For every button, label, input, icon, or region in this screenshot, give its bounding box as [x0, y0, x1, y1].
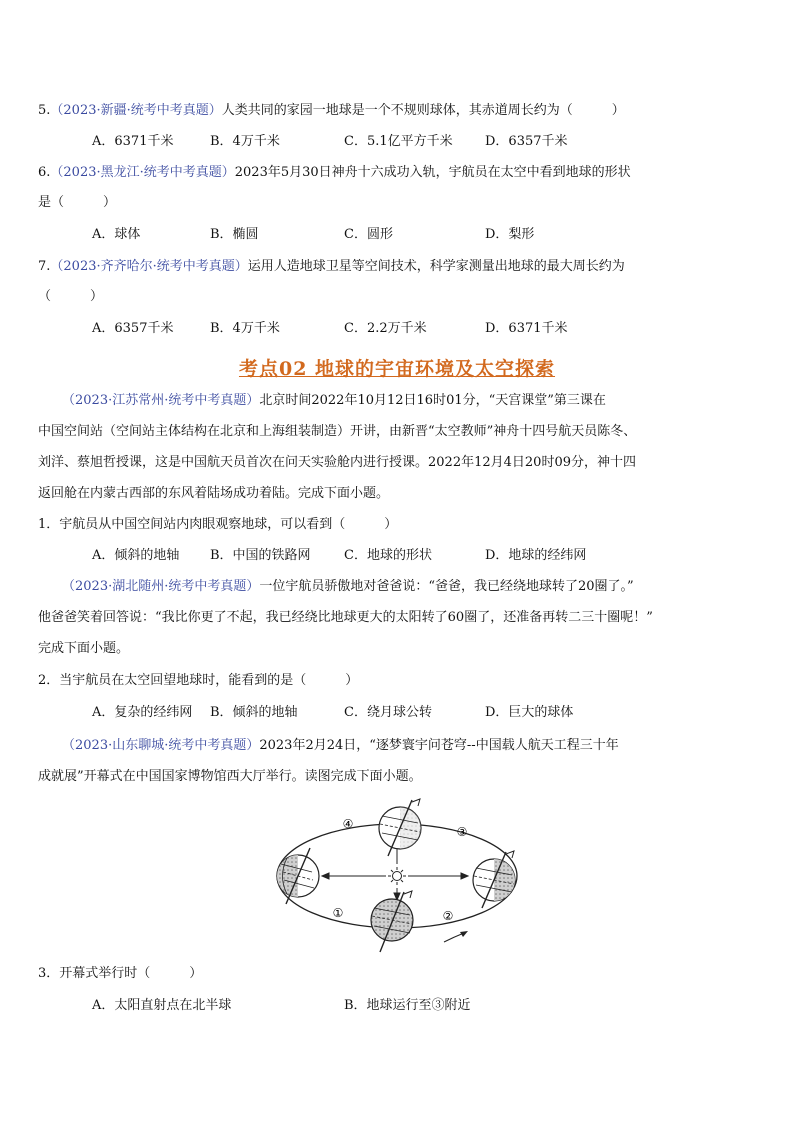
q1-text: 宇航员从中国空间站内肉眼观察地球，可以看到（ ） [59, 517, 398, 532]
label-position-2: ② [442, 909, 454, 923]
passage3-text1: 2023年2月24日，“逐梦寰宇问苍穹--中国载人航天工程三十年 [259, 738, 619, 753]
passage1-line3: 刘洋、蔡旭哲授课，这是中国航天员首次在问天实验舱内进行授课。2022年12月4日20时09分，神十四 [38, 455, 636, 470]
q1-options [92, 547, 712, 565]
q2-stem [38, 672, 358, 690]
q2-option-b[interactable]: B．倾斜的地轴 [210, 705, 298, 720]
q1-option-c[interactable]: C．地球的形状 [344, 548, 432, 563]
q3-number: 3． [38, 966, 60, 981]
q6-stem [38, 164, 631, 182]
q2-option-a[interactable]: A．复杂的经纬网 [92, 705, 193, 720]
passage3-line2: 成就展”开幕式在中国国家博物馆西大厅举行。读图完成下面小题。 [38, 769, 422, 784]
passage2-line2: 他爸爸笑着回答说：“我比你更了不起，我已经绕比地球更大的太阳转了60圈了，还准备再转二三十圈呢！” [38, 610, 653, 625]
passage2-line3: 完成下面小题。 [38, 641, 130, 656]
passage2-line1 [62, 578, 634, 596]
q2-number: 2． [38, 673, 60, 688]
q6-option-d[interactable]: D．梨形 [485, 227, 535, 242]
section-title-text: 考点02 地球的宇宙环境及太空探索 [238, 358, 556, 380]
q7-option-d[interactable]: D．6371千米 [485, 321, 568, 336]
q7-source: （2023·齐齐哈尔·统考中考真题） [50, 259, 248, 274]
q5-text: 人类共同的家园一地球是一个不规则球体，其赤道周长约为（ ） [221, 103, 625, 118]
passage1-source: （2023·江苏常州·统考中考真题） [62, 393, 260, 408]
q7-number: 7. [38, 259, 51, 274]
q6-options [92, 226, 692, 244]
q6-text-cont: 是（ ） [38, 195, 117, 210]
q6-option-c[interactable]: C．圆形 [344, 227, 393, 242]
earth-top [379, 799, 421, 856]
q5-options [92, 133, 692, 151]
q2-option-c[interactable]: C．绕月球公转 [344, 705, 432, 720]
label-position-4: ④ [342, 817, 354, 831]
q5-option-d[interactable]: D．6357千米 [485, 134, 568, 149]
q7-stem [38, 258, 625, 276]
q7-text-cont: （ ） [38, 289, 104, 304]
q7-text: 运用人造地球卫星等空间技术，科学家测量出地球的最大周长约为 [247, 259, 625, 274]
q5-source: （2023·新疆·统考中考真题） [50, 103, 222, 118]
section-title [0, 354, 794, 381]
q2-text: 当宇航员在太空回望地球时，能看到的是（ ） [59, 673, 359, 688]
q1-option-a[interactable]: A．倾斜的地轴 [92, 548, 180, 563]
q6-text: 2023年5月30日神舟十六成功入轨，宇航员在太空中看到地球的形状 [234, 165, 631, 180]
q5-number: 5. [38, 103, 51, 118]
q2-options [92, 704, 712, 722]
passage3-line1 [62, 737, 619, 755]
passage1-line2: 中国空间站（空间站主体结构在北京和上海组装制造）开讲，由新晋“太空教师”神舟十四号航天员陈冬、 [38, 424, 637, 439]
earth-right [473, 851, 515, 908]
q6-number: 6. [38, 165, 51, 180]
passage1-line1 [62, 392, 606, 410]
passage1-line4: 返回舱在内蒙古西部的东风着陆场成功着陆。完成下面小题。 [38, 486, 390, 501]
passage3-source: （2023·山东聊城·统考中考真题） [62, 738, 260, 753]
q7-option-c[interactable]: C．2.2万千米 [344, 321, 427, 336]
passage2-source: （2023·湖北随州·统考中考真题） [62, 579, 260, 594]
q2-option-d[interactable]: D．巨大的球体 [485, 705, 574, 720]
q5-option-a[interactable]: A．6371千米 [92, 134, 174, 149]
q6-option-b[interactable]: B．椭圆 [210, 227, 259, 242]
sun-icon [388, 867, 406, 885]
q6-source: （2023·黑龙江·统考中考真题） [50, 165, 235, 180]
earth-orbit-diagram [262, 796, 532, 956]
q3-option-b[interactable]: B．地球运行至③附近 [344, 998, 471, 1013]
q1-number: 1． [38, 517, 60, 532]
q5-stem [38, 102, 625, 120]
earth-bottom [371, 891, 413, 952]
q6-option-a[interactable]: A．球体 [92, 227, 141, 242]
q7-option-a[interactable]: A．6357千米 [92, 321, 174, 336]
label-position-3: ③ [456, 825, 468, 839]
q3-stem [38, 965, 202, 983]
q1-stem [38, 516, 397, 534]
earth-left [277, 848, 319, 904]
passage1-text1: 北京时间2022年10月12日16时01分，“天宫课堂”第三课在 [259, 393, 606, 408]
q3-option-a[interactable]: A．太阳直射点在北半球 [92, 998, 232, 1013]
q3-text: 开幕式举行时（ ） [59, 966, 203, 981]
label-position-1: ① [332, 906, 344, 920]
q5-option-c[interactable]: C．5.1亿平方千米 [344, 134, 453, 149]
q1-option-b[interactable]: B．中国的铁路网 [210, 548, 311, 563]
q1-option-d[interactable]: D．地球的经纬网 [485, 548, 587, 563]
q3-options [92, 997, 652, 1015]
q7-options [92, 320, 692, 338]
q7-option-b[interactable]: B．4万千米 [210, 321, 280, 336]
revolution-direction-arrow [444, 931, 468, 942]
q5-option-b[interactable]: B．4万千米 [210, 134, 280, 149]
passage2-text1: 一位宇航员骄傲地对爸爸说：“爸爸，我已经绕地球转了20圈了。” [259, 579, 634, 594]
